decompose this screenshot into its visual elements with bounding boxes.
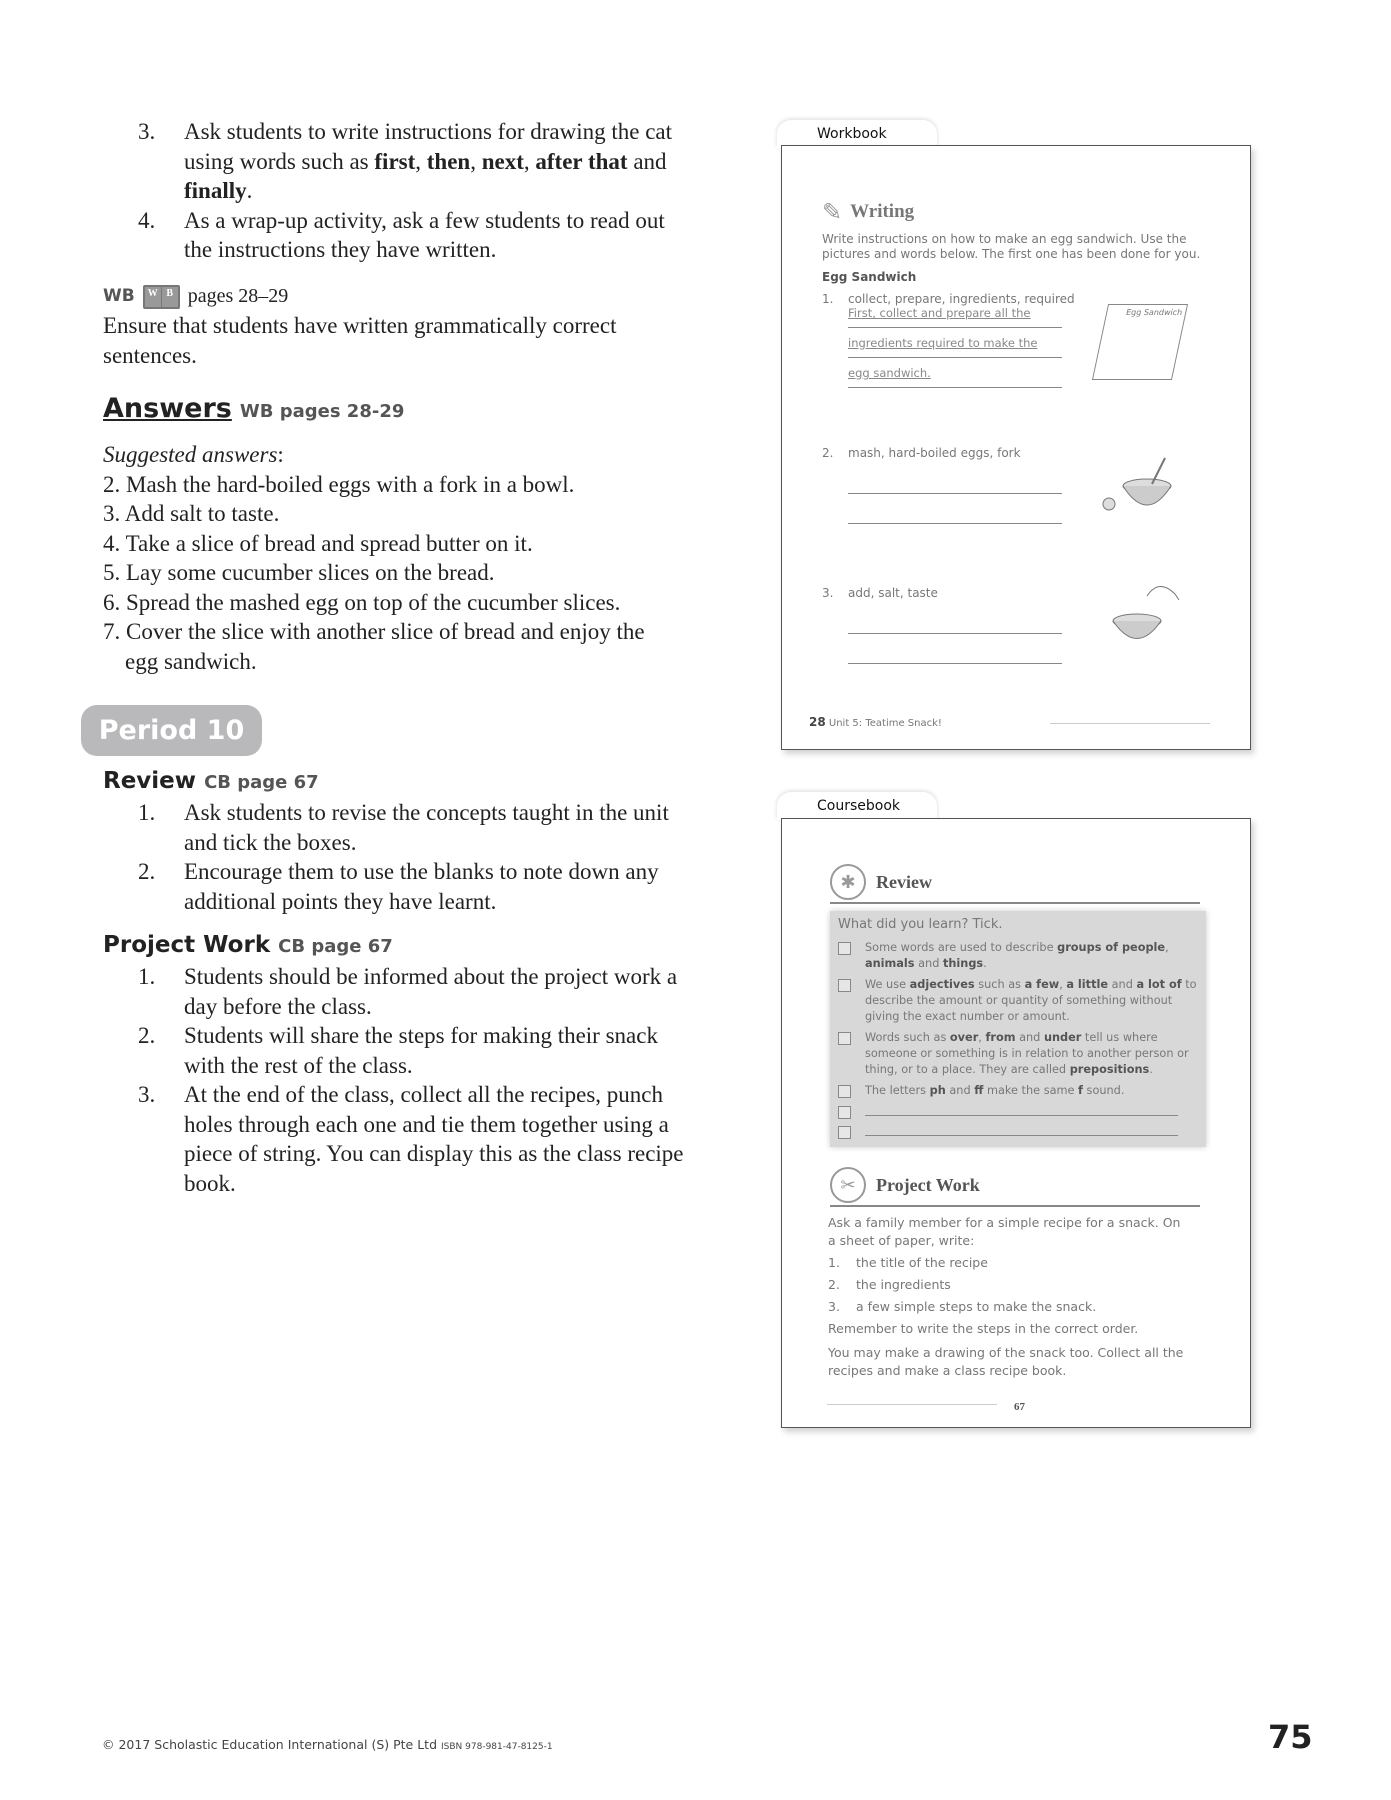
project-section-heading: ✂ Project Work bbox=[830, 1167, 1200, 1207]
checkbox[interactable] bbox=[838, 1106, 851, 1119]
review-step: 1. Ask students to revise the concepts taught in the unit and tick the boxes. bbox=[138, 800, 669, 855]
project-steps bbox=[138, 962, 698, 1198]
answer-item: 7. Cover the slice with another slice of bread and enjoy the egg sandwich. bbox=[103, 619, 645, 674]
project-instructions: Ask a family member for a simple recipe for a snack. On a sheet of paper, write: 1. the title of the recipe 2. the ingredients 3. a few simple steps to make the snack. Remember to write the steps in the correct order. You may make a drawing of the snack too. Collect all the recipes and make a class recipe book. bbox=[828, 1215, 1184, 1378]
check-row: Some words are used to describe groups of people, animals and things. bbox=[838, 940, 1198, 972]
checkbox[interactable] bbox=[838, 1085, 851, 1098]
project-step: 3. At the end of the class, collect all the recipes, punch holes through each one and tie them together using a piece of string. You can display this as the class recipe book. bbox=[138, 1082, 684, 1196]
checkbox[interactable] bbox=[838, 979, 851, 992]
answer-item: 5. Lay some cucumber slices on the bread. bbox=[103, 560, 495, 585]
coursebook-page: ✱ Review What did you learn? Tick. Some words are used to describe groups of people, animals and things. We use adjectives such as a few, a little and a lot of to describe the amount or quantity of something without giving the exact number or amount. Words such as over, from and under tell us where someone or something is in relation to another person or thing, or to a place. They are called prepositions. The letters ph and ff make the same f sound. ✂ Project Work Ask a family member for a simple recipe for a snack. On a sheet of paper, write: 1. the title of the recipe 2. the ingredients 3. a few simple steps to make the snack. Remember to write the steps in the correct order. You may make a drawing of the snack too. Collect all the recipes and make a class recipe book. 67 bbox=[781, 818, 1251, 1428]
project-step: 2. Students will share the steps for making their snack with the rest of the class. bbox=[138, 1023, 658, 1078]
period-badge: Period 10 bbox=[81, 705, 262, 756]
workbook-page: ✎ Writing Write instructions on how to make an egg sandwich. Use the pictures and words below. The first one has been done for you. Egg Sandwich 1. collect, prepare, ingredients, required First, collect and prepare all the ingredients required to make the egg sandwich. 2. mash, hard-boiled eggs, fork 3. add, salt, taste Egg Sandwich 28 Unit 5: Teatime Snack! bbox=[781, 145, 1251, 750]
wb-note: Ensure that students have written grammatically correct sentences. bbox=[103, 313, 617, 368]
answer-item: 3. Add salt to taste. bbox=[103, 501, 280, 526]
project-step: 1. Students should be informed about the project work a day before the class. bbox=[138, 964, 678, 1019]
answer-item: 2. Mash the hard-boiled eggs with a fork in a bowl. bbox=[103, 471, 575, 497]
checkbox[interactable] bbox=[838, 1032, 851, 1045]
answers-list: Suggested answers: 2. Mash the hard-boiled eggs with a fork in a bowl. 3. Add salt to taste. 4. Take a slice of bread and spread butter on it. 5. Lay some cucumber slices on the bread. 6. Spread the mashed egg on top of the cucumber slices. 7. Cover the slice with another slice of bread and enjoy the egg sandwich. bbox=[103, 440, 683, 676]
steps-top bbox=[138, 117, 698, 265]
workbook-footer: 28 Unit 5: Teatime Snack! bbox=[809, 715, 942, 729]
bowl-salt-illustration bbox=[1097, 576, 1187, 656]
blank-row bbox=[838, 1124, 1198, 1139]
checkbox[interactable] bbox=[838, 942, 851, 955]
check-row: Words such as over, from and under tell us where someone or something is in relation to another person or thing, or to a place. They are called prepositions. bbox=[838, 1030, 1198, 1078]
coursebook-tab: Coursebook bbox=[777, 792, 937, 820]
step-4: 4. As a wrap-up activity, ask a few students to read out the instructions they have written. bbox=[138, 207, 665, 262]
copyright: © 2017 Scholastic Education International (S) Pte Ltd ISBN 978-981-47-8125-1 bbox=[102, 1737, 553, 1752]
answer-item: 6. Spread the mashed egg on top of the cucumber slices. bbox=[103, 589, 621, 615]
writing-icon: ✎ bbox=[822, 198, 843, 226]
workbook-tab: Workbook bbox=[777, 120, 937, 148]
answers-heading: Answers WB pages 28-29 bbox=[103, 393, 405, 424]
wb-reference: WB W B pages 28–29 bbox=[103, 285, 289, 307]
checkbox[interactable] bbox=[838, 1126, 851, 1139]
review-section-heading: ✱ Review bbox=[830, 864, 1200, 904]
review-heading: Review CB page 67 bbox=[103, 768, 319, 794]
footer-line bbox=[1050, 723, 1210, 724]
bowl-mashing-illustration bbox=[1097, 446, 1187, 526]
check-row: The letters ph and ff make the same f sound. bbox=[838, 1083, 1198, 1099]
review-steps bbox=[138, 798, 698, 916]
blank-row bbox=[838, 1104, 1198, 1119]
check-row: We use adjectives such as a few, a little and a lot of to describe the amount or quantity of something without giving the exact number or amount. bbox=[838, 977, 1198, 1025]
recipe-card-illustration: Egg Sandwich bbox=[1092, 304, 1188, 380]
wb-item-3: 3. add, salt, taste bbox=[822, 586, 1222, 664]
step-3: 3. Ask students to write instructions for drawing the cat using words such as first, then, next, after that and finally. bbox=[138, 119, 673, 203]
answer-item: 4. Take a slice of bread and spread butter on it. bbox=[103, 530, 533, 556]
page-number: 75 bbox=[1268, 1718, 1313, 1756]
review-icon: ✱ bbox=[830, 864, 866, 900]
wb-item-2: 2. mash, hard-boiled eggs, fork bbox=[822, 446, 1222, 524]
wb-item-1: 1. collect, prepare, ingredients, required First, collect and prepare all the ingredients required to make the egg sandwich. bbox=[822, 292, 1222, 388]
footer-line bbox=[827, 1404, 997, 1405]
review-step: 2. Encourage them to use the blanks to note down any additional points they have learnt. bbox=[138, 859, 659, 914]
workbook-icon: W B bbox=[143, 285, 180, 309]
project-icon: ✂ bbox=[830, 1167, 866, 1203]
blank-line[interactable] bbox=[865, 1124, 1178, 1136]
review-checklist: What did you learn? Tick. Some words are used to describe groups of people, animals and things. We use adjectives such as a few, a little and a lot of to describe the amount or quantity of something without giving the exact number or amount. Words such as over, from and under tell us where someone or something is in relation to another person or thing, or to a place. They are called prepositions. The letters ph and ff make the same f sound. bbox=[830, 911, 1206, 1147]
writing-heading: ✎ Writing bbox=[822, 198, 915, 226]
blank-line[interactable] bbox=[865, 1104, 1178, 1116]
project-heading: Project Work CB page 67 bbox=[103, 932, 393, 958]
